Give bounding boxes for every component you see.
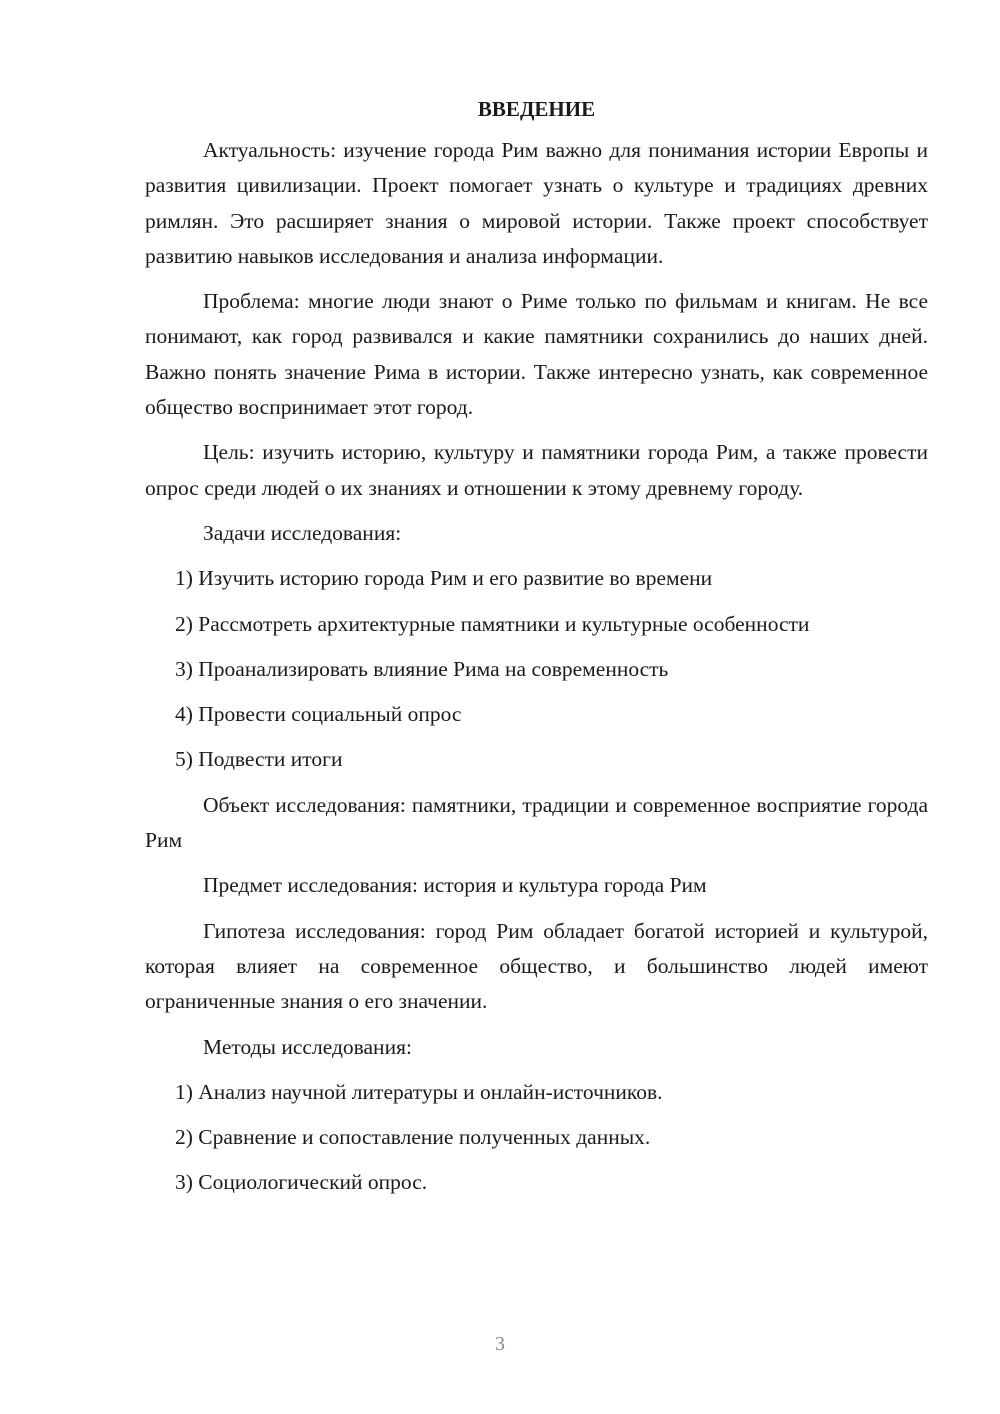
tasks-list-item: 3) Проанализировать влияние Рима на современность bbox=[175, 656, 669, 681]
page-number: 3 bbox=[495, 1333, 505, 1355]
goal-paragraph: Цель: изучить историю, культуру и памятники города Рим, а также провести опрос среди людей о их знаниях и отношении к этому древнему городу. bbox=[145, 440, 928, 500]
methods-title: Методы исследования: bbox=[203, 1034, 412, 1059]
object-paragraph: Объект исследования: памятники, традиции и современное восприятие города Рим bbox=[145, 792, 928, 853]
problem-paragraph: Проблема: многие люди знают о Риме только по фильмам и книгам. Не все понимают, как город развивался и какие памятники сохранились до наших дней. Важно понять значение Рима в истории. Также интересно узнать, как современное общество воспринимает этот город. bbox=[145, 289, 928, 420]
tasks-title: Задачи исследования: bbox=[203, 520, 402, 545]
tasks-list-item: 1) Изучить историю города Рим и его развитие во времени bbox=[175, 566, 713, 591]
section-heading: ВВЕДЕНИЕ bbox=[477, 97, 596, 121]
subject-paragraph: Предмет исследования: история и культура города Рим bbox=[203, 873, 707, 898]
methods-list-item: 1) Анализ научной литературы и онлайн-источников. bbox=[175, 1079, 663, 1104]
relevance-paragraph: Актуальность: изучение города Рим важно для понимания истории Европы и развития цивилизации. Проект помогает узнать о культуре и традициях древних римлян. Это расширяет знания о мировой истории. Также проект способствует развитию навыков исследования и анализа информации. bbox=[145, 138, 928, 268]
tasks-list-item: 2) Рассмотреть архитектурные памятники и культурные особенности bbox=[175, 611, 810, 636]
document-page bbox=[145, 92, 928, 1211]
tasks-list-item: 5) Подвести итоги bbox=[175, 747, 343, 772]
tasks-list-item: 4) Провести социальный опрос bbox=[175, 702, 462, 727]
methods-list-item: 2) Сравнение и сопоставление полученных данных. bbox=[175, 1125, 651, 1150]
methods-list-item: 3) Социологический опрос. bbox=[175, 1170, 428, 1195]
hypothesis-paragraph: Гипотеза исследования: город Рим обладает богатой историей и культурой, которая влияет на современное общество, и большинство людей имеют ограниченные знания о его значении. bbox=[145, 918, 928, 1014]
